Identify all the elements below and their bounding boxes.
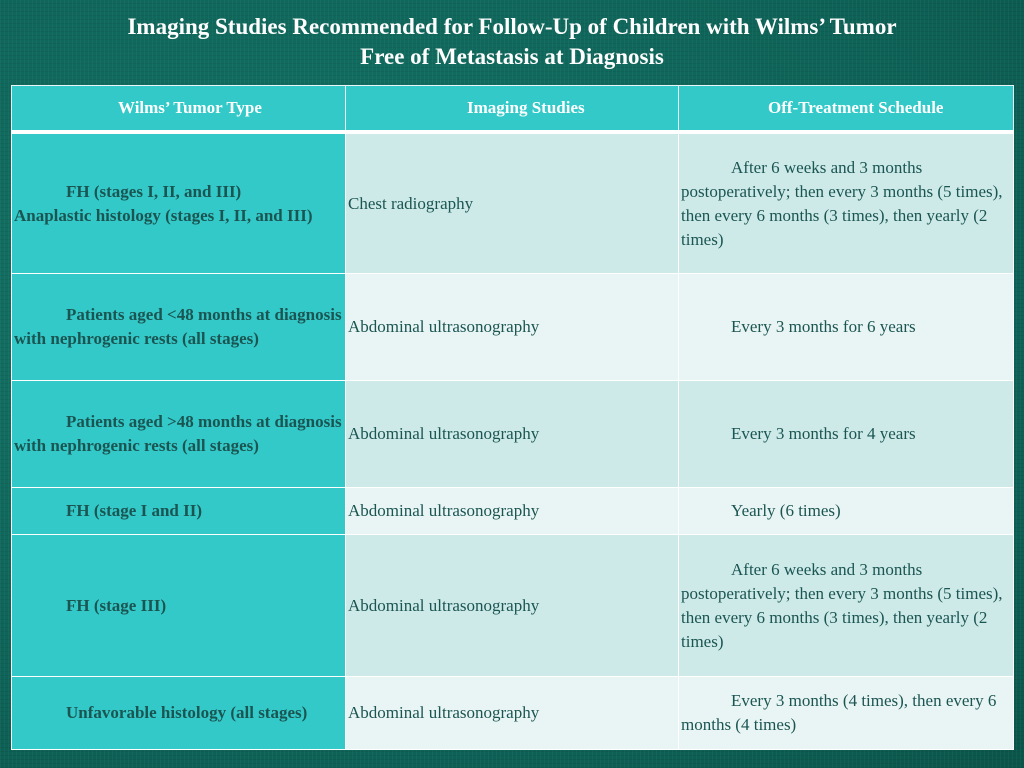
imaging-study-cell: Abdominal ultrasonography xyxy=(346,677,679,750)
table-row xyxy=(12,274,1014,381)
column-header-imaging-studies: Imaging Studies xyxy=(346,86,679,133)
table-row xyxy=(12,535,1014,677)
slide-title xyxy=(0,12,1024,72)
schedule-cell: After 6 weeks and 3 months postoperatively; then every 3 months (5 times), then every 6 months (3 times), then yearly (2 times) xyxy=(679,535,1014,677)
table-row xyxy=(12,488,1014,535)
tumor-type-line: Anaplastic histology (stages I, II, and III) xyxy=(14,205,313,225)
schedule-cell: Every 3 months for 4 years xyxy=(679,381,1014,488)
column-header-tumor-type: Wilms’ Tumor Type xyxy=(12,86,346,133)
tumor-type-cell: FH (stage I and II) xyxy=(12,488,346,535)
imaging-study-cell: Abdominal ultrasonography xyxy=(346,535,679,677)
schedule-cell: Every 3 months for 6 years xyxy=(679,274,1014,381)
imaging-followup-table xyxy=(11,85,1014,750)
title-line-2: Free of Metastasis at Diagnosis xyxy=(360,44,664,69)
schedule-cell: Every 3 months (4 times), then every 6 months (4 times) xyxy=(679,677,1014,750)
imaging-study-cell: Abdominal ultrasonography xyxy=(346,274,679,381)
tumor-type-cell: Unfavorable histology (all stages) xyxy=(12,677,346,750)
table-row xyxy=(12,132,1014,274)
table-row xyxy=(12,381,1014,488)
tumor-type-cell xyxy=(12,132,346,274)
schedule-cell: Yearly (6 times) xyxy=(679,488,1014,535)
imaging-study-cell: Abdominal ultrasonography xyxy=(346,381,679,488)
table-header-row xyxy=(12,86,1014,133)
schedule-cell: After 6 weeks and 3 months postoperatively; then every 3 months (5 times), then every 6 months (3 times), then yearly (2 times) xyxy=(679,132,1014,274)
title-line-1: Imaging Studies Recommended for Follow-Up of Children with Wilms’ Tumor xyxy=(127,14,897,39)
tumor-type-cell: FH (stage III) xyxy=(12,535,346,677)
column-header-schedule: Off-Treatment Schedule xyxy=(679,86,1014,133)
tumor-type-cell: Patients aged <48 months at diagnosis with nephrogenic rests (all stages) xyxy=(12,274,346,381)
tumor-type-line: FH (stages I, II, and III) xyxy=(66,181,242,201)
tumor-type-cell: Patients aged >48 months at diagnosis with nephrogenic rests (all stages) xyxy=(12,381,346,488)
imaging-study-cell: Abdominal ultrasonography xyxy=(346,488,679,535)
table-row xyxy=(12,677,1014,750)
imaging-study-cell: Chest radiography xyxy=(346,132,679,274)
